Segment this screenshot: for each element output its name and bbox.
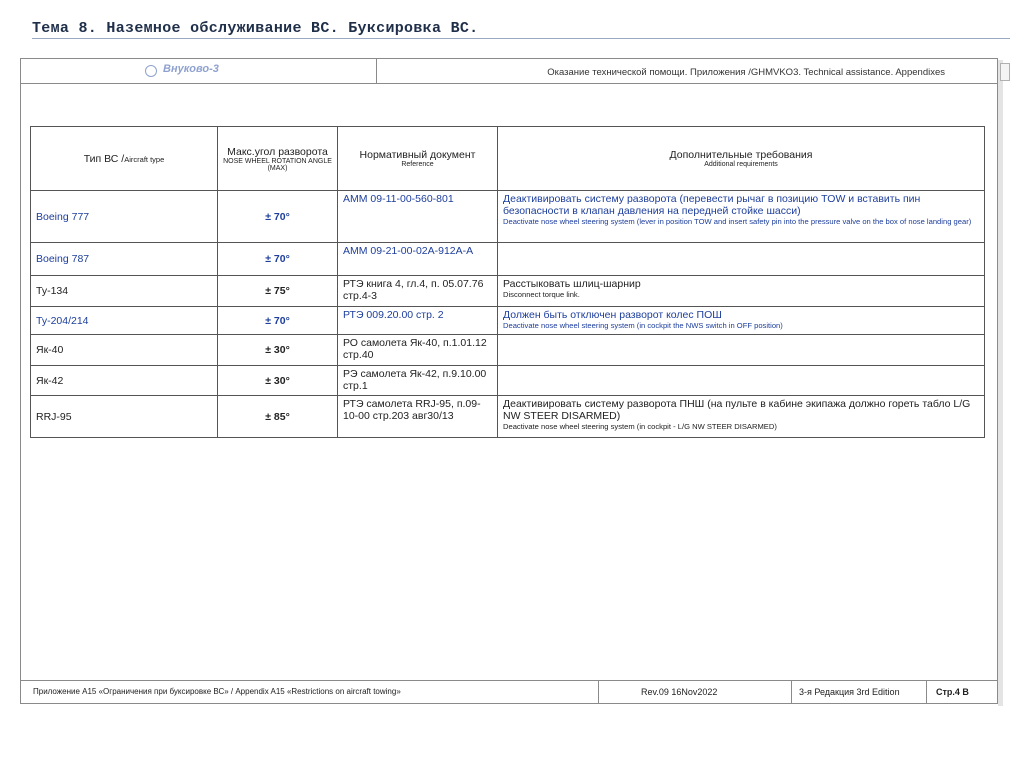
scrollbar-thumb[interactable] xyxy=(1000,63,1010,81)
requirement-sub: Disconnect torque link. xyxy=(503,290,580,299)
footer-divider xyxy=(791,681,792,703)
requirements xyxy=(498,243,985,276)
header-req-sub: Additional requirements xyxy=(704,161,778,168)
footer-revision: Rev.09 16Nov2022 xyxy=(641,687,718,697)
table-row xyxy=(31,276,985,307)
requirement-text: Деактивировать систему разворота (перевести рычаг в позицию TOW и вставить пин безопасности в клапан давления на передней стойке шасси) xyxy=(503,193,921,217)
footer-page-number: Стр.4 В xyxy=(936,687,969,697)
requirement-sub: Deactivate nose wheel steering system (in cockpit the NWS switch in OFF position) xyxy=(503,321,783,330)
requirements xyxy=(498,276,985,307)
aircraft-type: Boeing 777 xyxy=(31,191,218,243)
header-aircraft-type xyxy=(31,127,218,191)
header-angle-label: Макс.угол разворота xyxy=(227,145,328,158)
rotation-angle: ± 30° xyxy=(218,335,338,366)
reference-doc: РТЭ самолета RRJ-95, п.09-10-00 стр.203 авг30/13 xyxy=(338,396,498,438)
header-type-label: Тип ВС / xyxy=(83,152,125,165)
document-page xyxy=(20,58,998,704)
header-reference xyxy=(338,127,498,191)
aircraft-type: Ту-134 xyxy=(31,276,218,307)
aircraft-type: Як-40 xyxy=(31,335,218,366)
aircraft-type: Boeing 787 xyxy=(31,243,218,276)
table-row xyxy=(31,396,985,438)
page-footer xyxy=(21,680,997,703)
aircraft-type: Як-42 xyxy=(31,366,218,396)
header-angle-sub: NOSE WHEEL ROTATION ANGLE (MAX) xyxy=(223,157,332,172)
header-requirements xyxy=(498,127,985,191)
requirement-sub: Deactivate nose wheel steering system (lever in position TOW and insert safety pin into the pressure valve on the box of nose landing gear) xyxy=(503,217,972,226)
rotation-angle: ± 85° xyxy=(218,396,338,438)
reference-doc: РО самолета Як-40, п.1.01.12 стр.40 xyxy=(338,335,498,366)
rotation-angle: ± 70° xyxy=(218,191,338,243)
table-row xyxy=(31,366,985,396)
table-row xyxy=(31,243,985,276)
footer-divider xyxy=(926,681,927,703)
header-req-label: Дополнительные требования xyxy=(669,149,813,161)
slide-title: Тема 8. Наземное обслуживание ВС. Буксировка ВС. xyxy=(32,20,479,37)
header-angle xyxy=(218,127,338,191)
requirement-sub: Deactivate nose wheel steering system (in cockpit - L/G NW STEER DISARMED) xyxy=(503,422,777,431)
reference-doc: AMM 09-11-00-560-801 xyxy=(338,191,498,243)
requirements xyxy=(498,335,985,366)
footer-divider xyxy=(598,681,599,703)
aircraft-type: RRJ-95 xyxy=(31,396,218,438)
logo-icon xyxy=(145,65,157,77)
footer-edition: 3-я Редакция 3rd Edition xyxy=(799,687,900,697)
table-row xyxy=(31,307,985,335)
requirements xyxy=(498,191,985,243)
header-text: Оказание технической помощи. Приложения /GHMVKO3. Technical assistance. Appendixes xyxy=(547,67,945,78)
requirements xyxy=(498,307,985,335)
footer-appendix: Приложение А15 «Ограничения при буксировке ВС» / Appendix A15 «Restrictions on aircraft towing» xyxy=(33,687,401,696)
header-doc-sub: Reference xyxy=(401,161,434,168)
reference-doc: AMM 09-21-00-02A-912A-A xyxy=(338,243,498,276)
requirement-text: Деактивировать систему разворота ПНШ (на пульте в кабине экипажа должно гореть табло L/G NW STEER DISARMED) xyxy=(503,398,971,422)
towing-restrictions-table xyxy=(30,126,985,438)
table-row xyxy=(31,335,985,366)
rotation-angle: ± 70° xyxy=(218,307,338,335)
requirement-text: Расстыковать шлиц-шарнир xyxy=(503,278,641,290)
header-doc-label: Нормативный документ xyxy=(359,149,476,161)
logo-text: Внуково-3 xyxy=(163,63,219,75)
aircraft-type: Ту-204/214 xyxy=(31,307,218,335)
rotation-angle: ± 30° xyxy=(218,366,338,396)
page-header xyxy=(21,59,997,84)
table-row xyxy=(31,191,985,243)
reference-doc: РТЭ 009.20.00 стр. 2 xyxy=(338,307,498,335)
rotation-angle: ± 70° xyxy=(218,243,338,276)
title-divider xyxy=(32,38,1010,39)
reference-doc: РТЭ книга 4, гл.4, п. 05.07.76 стр.4-3 xyxy=(338,276,498,307)
scroll-shadow xyxy=(998,60,1003,706)
requirements xyxy=(498,366,985,396)
logo-cell xyxy=(21,59,377,83)
requirements xyxy=(498,396,985,438)
reference-doc: РЭ самолета Як-42, п.9.10.00 стр.1 xyxy=(338,366,498,396)
header-type-sub: Aircraft type xyxy=(124,154,165,164)
table-header-row xyxy=(31,127,985,191)
rotation-angle: ± 75° xyxy=(218,276,338,307)
requirement-text: Должен быть отключен разворот колес ПОШ xyxy=(503,309,722,321)
